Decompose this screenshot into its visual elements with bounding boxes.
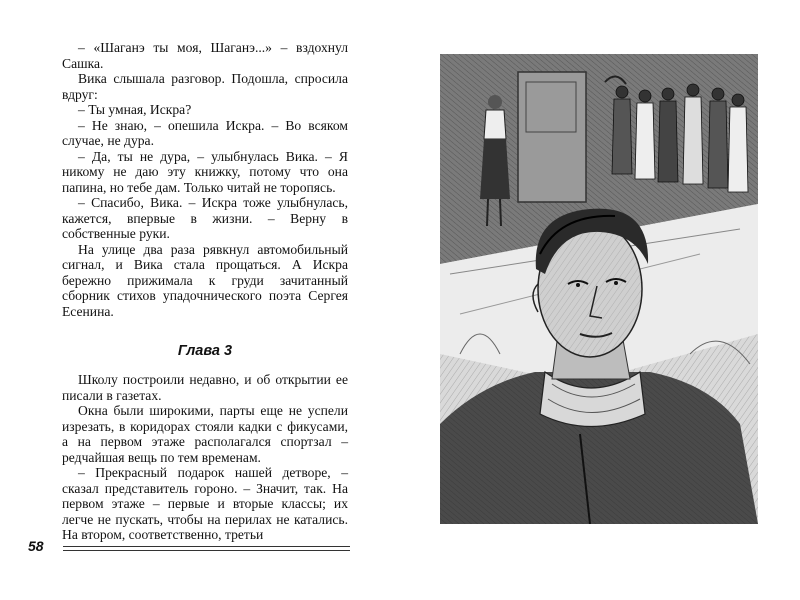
page-footer xyxy=(28,538,350,558)
paragraph: – Не знаю, – опешила Искра. – Во всяком случае, не дура. xyxy=(62,117,348,148)
illustration-drawing xyxy=(440,54,758,524)
page-number: 58 xyxy=(28,538,44,554)
illustration xyxy=(440,54,758,524)
paragraph: На улице два раза рявкнул автомобильный сигнал, и Вика стала прощаться. А Искра бережно прижимала к груди зачитанный сборник стихов упадочнического поэта Сергея Есенина. xyxy=(62,241,348,319)
paragraph: – «Шаганэ ты моя, Шаганэ...» – вздохнул Сашка. xyxy=(62,40,348,71)
paragraph: Школу построили недавно, и об открытии ее писали в газетах. xyxy=(62,372,348,403)
footer-rule xyxy=(63,546,350,551)
paragraph: Окна были широкими, парты еще не успели изрезать, в коридорах стояли кадки с фикусами, а на первом этаже располагался спортзал – редчайшая вещь по тем временам. xyxy=(62,403,348,465)
paragraph: – Спасибо, Вика. – Искра тоже улыбнулась, кажется, впервые в жизни. – Верну в собственные руки. xyxy=(62,195,348,241)
paragraph: – Прекрасный подарок нашей детворе, – сказал представитель гороно. – Значит, так. На первом этаже – первые и вторые классы; их легче не пускать, чтобы на перилах не катались. На втором, соответственно, третьи xyxy=(62,465,348,542)
paragraph: Вика слышала разговор. Подошла, спросила вдруг: xyxy=(62,71,348,102)
left-page-text xyxy=(62,40,348,543)
paragraph: – Да, ты не дура, – улыбнулась Вика. – Я никому не даю эту книжку, потому что она папина, но тебе дам. Только читай не торопясь. xyxy=(62,148,348,195)
chapter-title: Глава 3 xyxy=(177,343,233,359)
paragraph: – Ты умная, Искра? xyxy=(78,102,192,117)
